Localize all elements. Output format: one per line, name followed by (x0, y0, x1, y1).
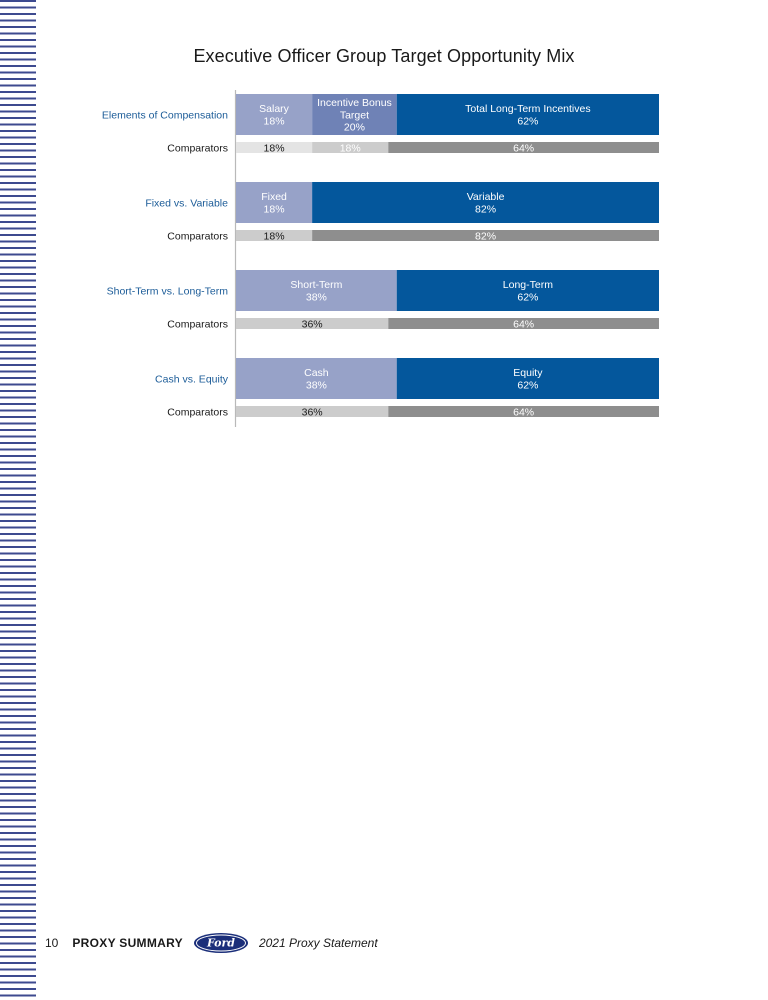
comparator-segment-label: 36% (301, 406, 323, 419)
category-label: Elements of Compensation (101, 109, 228, 122)
bar-segment-label: 20% (343, 121, 365, 134)
bar-segment-label: Fixed (261, 191, 287, 204)
comparator-segment-label: 82% (475, 230, 497, 243)
document-title: 2021 Proxy Statement (258, 936, 378, 950)
page-number: 10 (45, 936, 59, 950)
bar-segment-label: Variable (466, 191, 505, 204)
comparator-label: Comparators (167, 230, 228, 243)
bar-segment-label: 82% (475, 203, 497, 216)
bar-segment-label: Target (339, 109, 370, 122)
bar-segment-label: Total Long-Term Incentives (465, 103, 591, 116)
bar-segment-label: Salary (259, 103, 289, 116)
bar-segment-label: 62% (517, 379, 539, 392)
comparator-segment-label: 64% (513, 406, 535, 419)
comparator-segment-label: 64% (513, 142, 535, 155)
bar-segment-label: 38% (305, 379, 327, 392)
bar-segment-label: 38% (305, 291, 327, 304)
comparator-segment-label: 18% (263, 230, 285, 243)
chart-title: Executive Officer Group Target Opportunity Mix (193, 46, 575, 66)
page-footer (45, 932, 378, 954)
comparator-label: Comparators (167, 318, 228, 331)
comparator-segment-label: 36% (301, 318, 323, 331)
comparator-segment-label: 18% (263, 142, 285, 155)
comparator-label: Comparators (167, 142, 228, 155)
category-label: Fixed vs. Variable (145, 197, 228, 210)
bar-segment-label: 18% (263, 115, 285, 128)
bar-segment-label: Long-Term (502, 279, 553, 292)
category-label: Cash vs. Equity (155, 373, 228, 386)
bar-segment-label: Cash (304, 367, 329, 380)
ford-logo-text: Ford (206, 936, 235, 950)
bar-segment-label: Short-Term (290, 279, 343, 292)
comparator-segment-label: 18% (339, 142, 361, 155)
bar-segment-label: 62% (517, 115, 539, 128)
bar-segment-label: 62% (517, 291, 539, 304)
comparator-label: Comparators (167, 406, 228, 419)
comparator-segment-label: 64% (513, 318, 535, 331)
bar-segment-label: Equity (513, 367, 543, 380)
bar-segment-label: Incentive Bonus (317, 97, 392, 110)
ford-logo-icon (193, 932, 249, 954)
bar-segment-label: 18% (263, 203, 285, 216)
category-label: Short-Term vs. Long-Term (106, 285, 228, 298)
section-title: PROXY SUMMARY (72, 936, 183, 950)
